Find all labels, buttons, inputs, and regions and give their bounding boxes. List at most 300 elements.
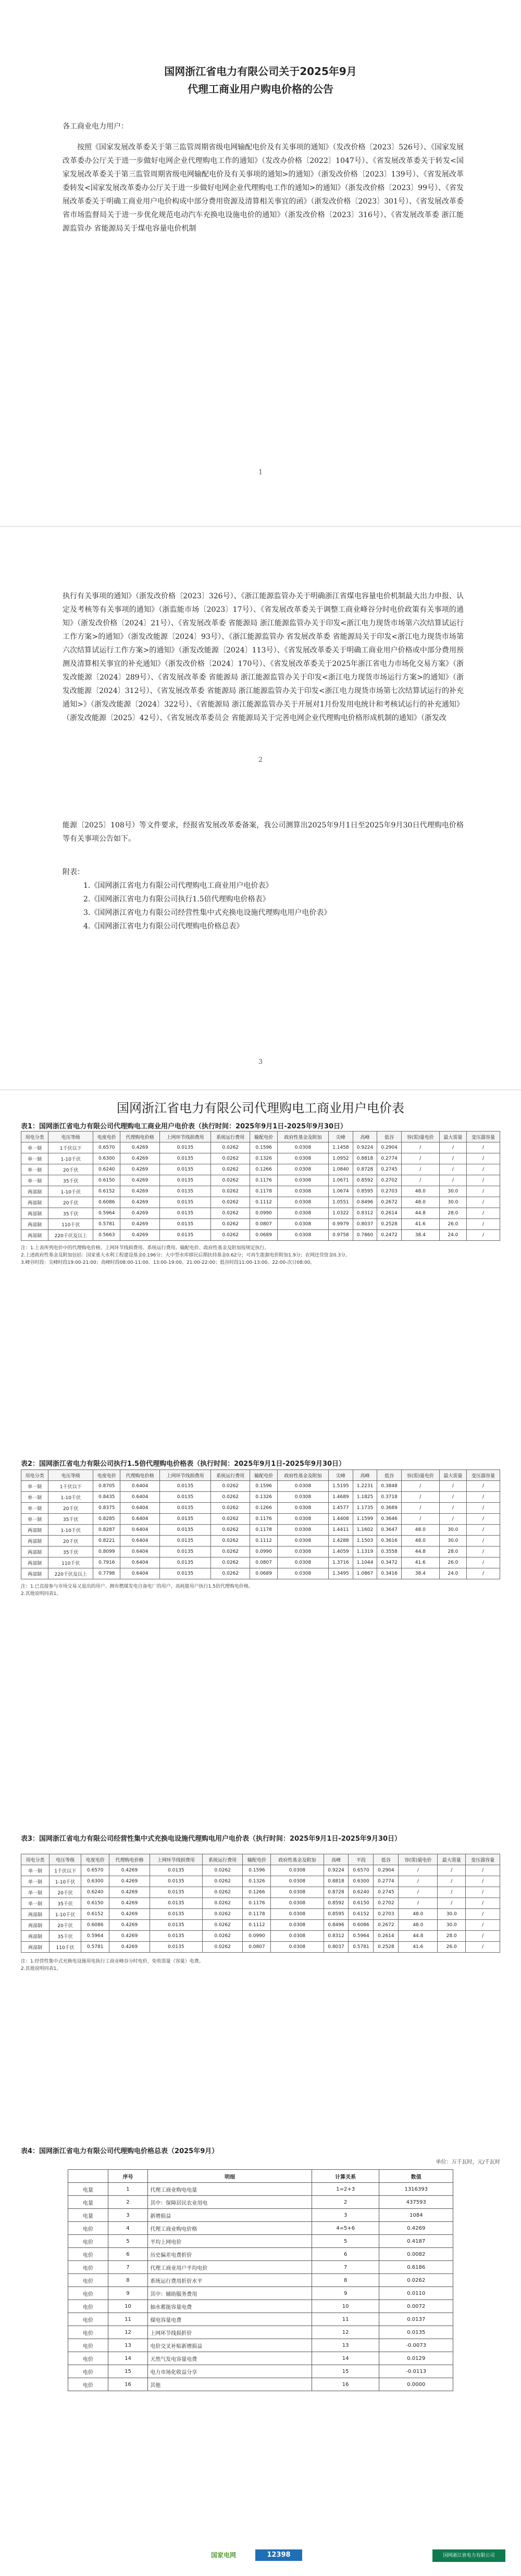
table-cell: 0.6570 bbox=[81, 1865, 109, 1876]
table-cell: 0.8496 bbox=[353, 1197, 377, 1208]
table-cell: 0.2472 bbox=[377, 1230, 402, 1241]
table-cell: / bbox=[399, 1898, 438, 1909]
table-cell: 0.2702 bbox=[377, 1175, 402, 1186]
table-cell: 0.0135 bbox=[159, 1153, 210, 1164]
table-cell: 单一制 bbox=[21, 1876, 49, 1887]
table-cell: 0.0135 bbox=[159, 1164, 210, 1175]
table-cell: 0.3647 bbox=[377, 1525, 402, 1536]
table-cell: 0.0135 bbox=[379, 2326, 453, 2339]
table-cell: 电价 bbox=[68, 2352, 108, 2365]
table-row bbox=[21, 1557, 500, 1568]
table-cell: / bbox=[401, 1164, 439, 1175]
table-cell: 1=2+3 bbox=[312, 2183, 379, 2196]
table-cell: 0.3848 bbox=[377, 1481, 402, 1492]
table-cell: 0.0129 bbox=[379, 2352, 453, 2365]
table-cell: 0.0110 bbox=[379, 2287, 453, 2300]
table-cell: 0.8818 bbox=[324, 1876, 349, 1887]
table-cell: 0.9979 bbox=[329, 1219, 353, 1230]
table-cell: 0.0262 bbox=[202, 1909, 243, 1920]
page-number-1: 1 bbox=[258, 469, 263, 476]
table-row bbox=[68, 2261, 453, 2274]
table-cell: 0.0135 bbox=[150, 1865, 202, 1876]
table-cell: 0.6150 bbox=[81, 1898, 109, 1909]
table-cell: 0.0262 bbox=[211, 1142, 250, 1153]
table-cell: 12 bbox=[312, 2326, 379, 2339]
table-header-cell: 用电分类 bbox=[21, 1132, 48, 1142]
table-cell: 平均上网电价 bbox=[148, 2235, 312, 2248]
table-header-cell: 上网环节线损费用 bbox=[150, 1854, 202, 1865]
table-cell: 0.1112 bbox=[243, 1920, 271, 1931]
table-cell: 0.0135 bbox=[150, 1876, 202, 1887]
table-header-cell: 高峰 bbox=[324, 1854, 349, 1865]
table-cell: -0.0113 bbox=[379, 2365, 453, 2378]
table-cell: / bbox=[399, 1887, 438, 1898]
table-cell: 0.4269 bbox=[109, 1909, 150, 1920]
table-cell: 电价 bbox=[68, 2326, 108, 2339]
table-header-cell: 电压等级 bbox=[48, 1132, 93, 1142]
table-header-cell: 系统运行费用 bbox=[211, 1470, 250, 1481]
table-cell: 0.0308 bbox=[271, 1887, 324, 1898]
table-cell: 0.6404 bbox=[120, 1514, 159, 1525]
table-cell: 0.0135 bbox=[159, 1547, 210, 1557]
table-header-cell: 低谷 bbox=[377, 1132, 402, 1142]
table-cell: 6 bbox=[108, 2248, 148, 2261]
table-cell: 4=5+6 bbox=[312, 2222, 379, 2235]
table-cell: 13 bbox=[108, 2339, 148, 2352]
table-cell: 0.0308 bbox=[271, 1876, 324, 1887]
table-cell: 0.4269 bbox=[120, 1164, 159, 1175]
table-cell: 41.6 bbox=[399, 1942, 438, 1953]
table-cell: 0.1176 bbox=[250, 1514, 277, 1525]
table-cell: 3 bbox=[108, 2209, 148, 2222]
table-cell: 0.0135 bbox=[150, 1942, 202, 1953]
table-cell: 26.0 bbox=[439, 1219, 466, 1230]
table-row bbox=[21, 1153, 500, 1164]
table-row bbox=[68, 2235, 453, 2248]
table-cell: 两部制 bbox=[21, 1942, 49, 1953]
table-cell: / bbox=[466, 1942, 500, 1953]
table-cell: 历史偏差电费折价 bbox=[148, 2248, 312, 2261]
sgcc-logo: 国家电网 bbox=[211, 2552, 237, 2559]
table-cell: 1.5195 bbox=[329, 1481, 353, 1492]
table-cell: 单一制 bbox=[21, 1898, 49, 1909]
table-cell: 1.1503 bbox=[353, 1536, 377, 1547]
table-cell: / bbox=[438, 1876, 466, 1887]
table-cell: 1-10千伏 bbox=[48, 1153, 93, 1164]
table-cell: 1.0952 bbox=[329, 1153, 353, 1164]
table-cell: 0.7798 bbox=[93, 1568, 120, 1579]
table-cell: 0.0308 bbox=[271, 1865, 324, 1876]
table-row bbox=[21, 1898, 500, 1909]
table-cell: / bbox=[439, 1503, 466, 1514]
table-cell: 26.0 bbox=[439, 1557, 466, 1568]
table-row bbox=[21, 1503, 500, 1514]
table-cell: / bbox=[466, 1865, 500, 1876]
notice-page-2 bbox=[0, 527, 521, 1089]
table-cell: / bbox=[467, 1514, 500, 1525]
table-cell: 8 bbox=[312, 2274, 379, 2287]
table-cell: 1-10千伏 bbox=[48, 1525, 93, 1536]
table-cell: 0.0262 bbox=[211, 1230, 250, 1241]
table-cell: 0.3558 bbox=[377, 1547, 402, 1557]
table-cell: 0.1596 bbox=[250, 1481, 277, 1492]
table-note: 注：1.经营性集中式充换电设施用电执行工商业峰谷分时电价，免收需量（容量）电费。 bbox=[21, 1959, 204, 1964]
table-row bbox=[21, 1175, 500, 1186]
table-cell: 1.1458 bbox=[329, 1142, 353, 1153]
table-cell: / bbox=[467, 1536, 500, 1547]
table1-heading: 国网浙江省电力有限公司代理购电工商业用户电价表 bbox=[117, 1101, 404, 1115]
table-cell: 单一制 bbox=[21, 1492, 48, 1503]
table-cell: 电价 bbox=[68, 2274, 108, 2287]
table-cell: 2 bbox=[108, 2196, 148, 2209]
table-cell: 0.0262 bbox=[202, 1898, 243, 1909]
notice-title-line1: 国网浙江省电力有限公司关于2025年9月 bbox=[164, 65, 357, 78]
table-cell: 0.0308 bbox=[277, 1142, 328, 1153]
table-note: 2.其他说明同表1。 bbox=[21, 1591, 61, 1597]
table-cell: 两部制 bbox=[21, 1197, 48, 1208]
table-cell: 0.0308 bbox=[277, 1568, 328, 1579]
table-cell: 0.0308 bbox=[271, 1920, 324, 1931]
table-header-cell: 代理购电价格 bbox=[109, 1854, 150, 1865]
table-cell: 其他 bbox=[148, 2378, 312, 2391]
table-header-cell: 输配电价 bbox=[250, 1470, 277, 1481]
table-cell: 0.1176 bbox=[243, 1898, 271, 1909]
attachment-item: 2.《国网浙江省电力有限公司执行1.5倍代理购电价格表》 bbox=[83, 895, 270, 903]
table1 bbox=[21, 1131, 500, 1241]
table-row bbox=[21, 1876, 500, 1887]
table-cell: 0.0135 bbox=[159, 1208, 210, 1219]
table-cell: / bbox=[439, 1153, 466, 1164]
table-cell: 两部制 bbox=[21, 1547, 48, 1557]
table-header-cell: 变压器容量 bbox=[467, 1470, 500, 1481]
table-cell: 两部制 bbox=[21, 1568, 48, 1579]
table-cell: 电价交叉补贴新增损益 bbox=[148, 2339, 312, 2352]
table-header-cell: 最大需量 bbox=[438, 1854, 466, 1865]
table-cell: 0.2904 bbox=[377, 1142, 402, 1153]
table-cell: 35千伏 bbox=[48, 1514, 93, 1525]
table-cell: 0.5964 bbox=[93, 1208, 120, 1219]
table-cell: 44.8 bbox=[401, 1208, 439, 1219]
table-header-cell: 输配电价 bbox=[243, 1854, 271, 1865]
table-cell: 0.0308 bbox=[271, 1898, 324, 1909]
table-cell: / bbox=[466, 1931, 500, 1942]
notice-body-p1-text: 按照《国家发展改革委关于第三监管周期省级电网输配电价及有关事项的通知》（发改价格〔2023〕526号）、《国家发展改革委办公厅关于进一步做好电网企业代理购电工作的通知》（发改办价格〔2022〕1047号）、《省发展改革委关于转发<国家发展改革委关于第三监管周期省级电网输配电价及有关事项的通知>的通知》（浙发改价格〔2023〕139号）、《省发展改革委转发<国家发展改革委办公厅关于进一步做好电网企业代理购电工作的通知>的通知》（浙发改价格〔2023〕99号）、《省发展改革委关于明确工商业用户电价构成中部分费用资源及清算相关事宜的函》（浙发改价格〔2023〕301号）、《省发展改革委 省市场监督局关于进一步优化规范电动汽车充换电设施电价的通知》（浙发改价格〔2023〕316号）、《省发展改革委 浙江能源监管办 省能源局关于煤电容量电价机制 bbox=[63, 143, 464, 233]
table-cell: 26.0 bbox=[438, 1942, 466, 1953]
table-cell: 220千伏及以上 bbox=[48, 1230, 93, 1241]
table-cell: 437593 bbox=[379, 2196, 453, 2209]
table-row bbox=[68, 2183, 453, 2196]
table-row bbox=[21, 1197, 500, 1208]
table-cell: 0.0308 bbox=[277, 1492, 328, 1503]
table-cell: / bbox=[467, 1197, 500, 1208]
table-cell: 单一制 bbox=[21, 1164, 48, 1175]
table-cell: 两部制 bbox=[21, 1230, 48, 1241]
table-cell: 其中：辅助服务费用 bbox=[148, 2287, 312, 2300]
table-header-cell: 上网环节线损费用 bbox=[159, 1470, 210, 1481]
table-cell: 0.2745 bbox=[374, 1887, 399, 1898]
page-separator bbox=[0, 1089, 521, 1090]
table-header-cell: 计算关系 bbox=[312, 2170, 379, 2183]
table-cell: 0.0262 bbox=[211, 1164, 250, 1175]
table-cell: 0.2672 bbox=[374, 1920, 399, 1931]
table-cell: 0.0262 bbox=[211, 1481, 250, 1492]
table-cell: 1-10千伏 bbox=[48, 1492, 93, 1503]
table-cell: 0.8221 bbox=[93, 1536, 120, 1547]
table-cell: 110千伏 bbox=[49, 1942, 81, 1953]
table-cell: 电价 bbox=[68, 2378, 108, 2391]
table-cell: / bbox=[467, 1164, 500, 1175]
table-cell: 0.6152 bbox=[93, 1186, 120, 1197]
table-cell: / bbox=[467, 1219, 500, 1230]
table-cell: 两部制 bbox=[21, 1909, 49, 1920]
table-cell: 0.4269 bbox=[120, 1208, 159, 1219]
table-cell: 0.0135 bbox=[159, 1175, 210, 1186]
table-cell: 35千伏 bbox=[48, 1208, 93, 1219]
table-row bbox=[68, 2196, 453, 2209]
table-cell: 1千伏以下 bbox=[48, 1142, 93, 1153]
table-cell: 0.3646 bbox=[377, 1514, 402, 1525]
table-cell: 0.2614 bbox=[377, 1208, 402, 1219]
table-cell: 0.6300 bbox=[93, 1153, 120, 1164]
table-cell: 11 bbox=[312, 2313, 379, 2326]
table-cell: 电价 bbox=[68, 2235, 108, 2248]
table-cell: 0.8818 bbox=[353, 1153, 377, 1164]
company-logo: 国网浙江省电力有限公司 bbox=[432, 2549, 505, 2562]
table-cell: 电价 bbox=[68, 2339, 108, 2352]
table-cell: 0.3616 bbox=[377, 1536, 402, 1547]
notice-body-p3 bbox=[63, 819, 464, 846]
table-cell: 0.0807 bbox=[243, 1942, 271, 1953]
table-cell: / bbox=[439, 1164, 466, 1175]
table-row bbox=[21, 1920, 500, 1931]
table-cell: 0.2614 bbox=[374, 1931, 399, 1942]
table-header-cell: 电压等级 bbox=[49, 1854, 81, 1865]
table-cell: / bbox=[401, 1481, 439, 1492]
table-cell: 0.8312 bbox=[324, 1931, 349, 1942]
table-cell: 0.1112 bbox=[250, 1536, 277, 1547]
table-cell: / bbox=[439, 1492, 466, 1503]
table-cell: 1千伏以下 bbox=[48, 1481, 93, 1492]
page-number-2: 2 bbox=[258, 756, 263, 764]
table-cell: 110千伏 bbox=[48, 1557, 93, 1568]
table-header-cell: 政府性基金及附加 bbox=[277, 1132, 328, 1142]
table-cell: 1.3716 bbox=[329, 1557, 353, 1568]
table-cell: 0.0262 bbox=[211, 1208, 250, 1219]
table-row bbox=[68, 2222, 453, 2235]
table-cell: 0.6152 bbox=[81, 1909, 109, 1920]
table-row bbox=[21, 1942, 500, 1953]
table-cell: 15 bbox=[312, 2365, 379, 2378]
table-cell: 0.2904 bbox=[374, 1865, 399, 1876]
table2 bbox=[21, 1469, 500, 1579]
table-cell: 1.1599 bbox=[353, 1514, 377, 1525]
table-cell: 1.1825 bbox=[353, 1492, 377, 1503]
table-cell: 0.8496 bbox=[324, 1920, 349, 1931]
table-cell: 0.0262 bbox=[211, 1492, 250, 1503]
table-cell: 0.6150 bbox=[93, 1175, 120, 1186]
table-cell: 0.6152 bbox=[349, 1909, 374, 1920]
table-cell: 0.0308 bbox=[277, 1208, 328, 1219]
table-cell: 0.6240 bbox=[81, 1887, 109, 1898]
table-header-cell: 高峰 bbox=[353, 1132, 377, 1142]
table-cell: 1.4288 bbox=[329, 1536, 353, 1547]
table-note: 注：1.已直接参与市场交易又退出的用户、拥有燃煤发电自备电厂的用户、高耗能用户执行1.5倍代理购电价格。 bbox=[21, 1584, 253, 1589]
table-cell: 0.0262 bbox=[211, 1197, 250, 1208]
table-cell: / bbox=[439, 1142, 466, 1153]
table-header-cell: 上网环节线损费用 bbox=[159, 1132, 210, 1142]
table-header-cell: 明细 bbox=[148, 2170, 312, 2183]
table-cell: 电价 bbox=[68, 2300, 108, 2313]
table-cell: 0.0072 bbox=[379, 2300, 453, 2313]
table-cell: 0.0262 bbox=[202, 1931, 243, 1942]
table-cell: 1.0322 bbox=[329, 1208, 353, 1219]
table-note: 2.其他说明同表1。 bbox=[21, 1966, 61, 1971]
table3-caption: 表3：国网浙江省电力有限公司经营性集中式充换电设施代理购电用户电价表（执行时间：2025年9月1日-2025年9月30日） bbox=[21, 1835, 402, 1843]
table-row bbox=[21, 1186, 500, 1197]
table-cell: 0.0308 bbox=[277, 1219, 328, 1230]
table-cell: 38.4 bbox=[401, 1230, 439, 1241]
table-cell: 0.1266 bbox=[250, 1164, 277, 1175]
table-cell: / bbox=[467, 1153, 500, 1164]
table-cell: 两部制 bbox=[21, 1525, 48, 1536]
table-cell: 0.6404 bbox=[120, 1481, 159, 1492]
table-cell: 0.0262 bbox=[211, 1536, 250, 1547]
table-cell: 0.6086 bbox=[93, 1197, 120, 1208]
table-cell: 0.8285 bbox=[93, 1514, 120, 1525]
table-cell: 新增损益 bbox=[148, 2209, 312, 2222]
table-cell: / bbox=[466, 1920, 500, 1931]
table-cell: 1316393 bbox=[379, 2183, 453, 2196]
table-row bbox=[21, 1547, 500, 1557]
table-cell: / bbox=[438, 1887, 466, 1898]
table-cell: 30.0 bbox=[438, 1920, 466, 1931]
table-cell: 16 bbox=[312, 2378, 379, 2391]
table-cell: 0.5663 bbox=[93, 1230, 120, 1241]
table-cell: 0.0308 bbox=[277, 1186, 328, 1197]
table-cell: 0.0308 bbox=[271, 1942, 324, 1953]
table-cell: 两部制 bbox=[21, 1920, 49, 1931]
table-note: 2.上述政府性基金及附加包括：国家重大水利工程建设基金0.196分；大中型水库移民后期扶持基金0.62分；可再生能源电价附加1.9分；农网还贷资金0.3分。 bbox=[21, 1253, 351, 1258]
table-cell: 1.0840 bbox=[329, 1164, 353, 1175]
table-row bbox=[21, 1525, 500, 1536]
table-cell: 0.0308 bbox=[277, 1197, 328, 1208]
table-cell: 0.6404 bbox=[120, 1568, 159, 1579]
table-cell: / bbox=[467, 1492, 500, 1503]
table-cell: 0.0990 bbox=[250, 1208, 277, 1219]
table-cell: 0.0308 bbox=[277, 1557, 328, 1568]
table-cell: 0.0262 bbox=[211, 1175, 250, 1186]
table-cell: 44.8 bbox=[399, 1931, 438, 1942]
table-cell: -0.0073 bbox=[379, 2339, 453, 2352]
table-cell: 14 bbox=[108, 2352, 148, 2365]
table-cell: 0.2745 bbox=[377, 1164, 402, 1175]
table-cell: 0.6240 bbox=[349, 1887, 374, 1898]
table-cell: 0.0135 bbox=[159, 1568, 210, 1579]
table-header-cell: 容(需)量电价 bbox=[401, 1132, 439, 1142]
table-cell: 0.3689 bbox=[377, 1503, 402, 1514]
table-cell: 48.0 bbox=[401, 1525, 439, 1536]
table-cell: 0.3472 bbox=[377, 1557, 402, 1568]
table-cell: / bbox=[467, 1557, 500, 1568]
table4-unit: 单位：万千瓦时，元/千瓦时 bbox=[436, 2159, 500, 2165]
table-header-cell: 序号 bbox=[108, 2170, 148, 2183]
table-cell: 20千伏 bbox=[49, 1887, 81, 1898]
table-cell: 0.8595 bbox=[353, 1186, 377, 1197]
table-cell: 1-10千伏 bbox=[48, 1186, 93, 1197]
table-cell: 48.0 bbox=[401, 1197, 439, 1208]
table-cell: 0.2774 bbox=[374, 1876, 399, 1887]
table-cell: 天然气发电容量电费 bbox=[148, 2352, 312, 2365]
table-cell: 0.7916 bbox=[93, 1557, 120, 1568]
table-cell: 0.2528 bbox=[374, 1942, 399, 1953]
table-cell: 1.4577 bbox=[329, 1503, 353, 1514]
table-cell: 0.4269 bbox=[109, 1942, 150, 1953]
table-cell: 0.4269 bbox=[109, 1931, 150, 1942]
table-header-cell: 平段 bbox=[349, 1854, 374, 1865]
table-cell: / bbox=[466, 1898, 500, 1909]
notice-salutation: 各工商业电力用户： bbox=[63, 122, 128, 131]
table-cell: 0.3416 bbox=[377, 1568, 402, 1579]
table-cell: 0.6404 bbox=[120, 1503, 159, 1514]
table-cell: 12 bbox=[108, 2326, 148, 2339]
table-cell: 0.8375 bbox=[93, 1503, 120, 1514]
table-cell: 0.1596 bbox=[243, 1865, 271, 1876]
table-cell: 0.1176 bbox=[250, 1175, 277, 1186]
table-cell: 0.0689 bbox=[250, 1230, 277, 1241]
table-cell: 48.0 bbox=[399, 1920, 438, 1931]
table-row bbox=[21, 1568, 500, 1579]
table3-notes bbox=[21, 1958, 500, 1972]
table-row bbox=[68, 2339, 453, 2352]
table-cell: 0.0308 bbox=[277, 1503, 328, 1514]
table-cell: 0.8037 bbox=[324, 1942, 349, 1953]
table-cell: 0.1326 bbox=[250, 1153, 277, 1164]
table-cell: 电价 bbox=[68, 2261, 108, 2274]
table-header-cell: 政府性基金及附加 bbox=[271, 1854, 324, 1865]
table-cell: 1 bbox=[108, 2183, 148, 2196]
table-cell: 8 bbox=[108, 2274, 148, 2287]
table-cell: / bbox=[467, 1481, 500, 1492]
table2-notes bbox=[21, 1583, 500, 1598]
table-cell: 0.0262 bbox=[211, 1153, 250, 1164]
table-cell: 0.2774 bbox=[377, 1153, 402, 1164]
table-cell: 0.6570 bbox=[349, 1865, 374, 1876]
table-cell: 0.8728 bbox=[324, 1887, 349, 1898]
table-cell: 0.0308 bbox=[277, 1547, 328, 1557]
table-header-cell: 最大需量 bbox=[439, 1132, 466, 1142]
table-cell: / bbox=[399, 1865, 438, 1876]
table-row bbox=[68, 2300, 453, 2313]
table-cell: 28.0 bbox=[439, 1208, 466, 1219]
table-cell: / bbox=[401, 1514, 439, 1525]
table-cell: 0.0262 bbox=[211, 1547, 250, 1557]
table-cell: 上网环节线损折价 bbox=[148, 2326, 312, 2339]
table-header-cell: 最大需量 bbox=[439, 1470, 466, 1481]
table-header-cell: 代理购电价格 bbox=[120, 1470, 159, 1481]
table-cell: 0.0308 bbox=[277, 1536, 328, 1547]
table-cell: 48.0 bbox=[401, 1186, 439, 1197]
table-cell: 1.1735 bbox=[353, 1503, 377, 1514]
table-cell: 0.6404 bbox=[120, 1536, 159, 1547]
table-cell: 0.5964 bbox=[349, 1931, 374, 1942]
footer-logos bbox=[0, 2546, 521, 2576]
table-cell: 代理工商业购电价格 bbox=[148, 2222, 312, 2235]
table-cell: 代理工商业用户平均电价 bbox=[148, 2261, 312, 2274]
table-cell: 2 bbox=[312, 2196, 379, 2209]
table-cell: 0.9224 bbox=[353, 1142, 377, 1153]
table-cell: 24.0 bbox=[439, 1230, 466, 1241]
table-cell: 0.0308 bbox=[277, 1481, 328, 1492]
